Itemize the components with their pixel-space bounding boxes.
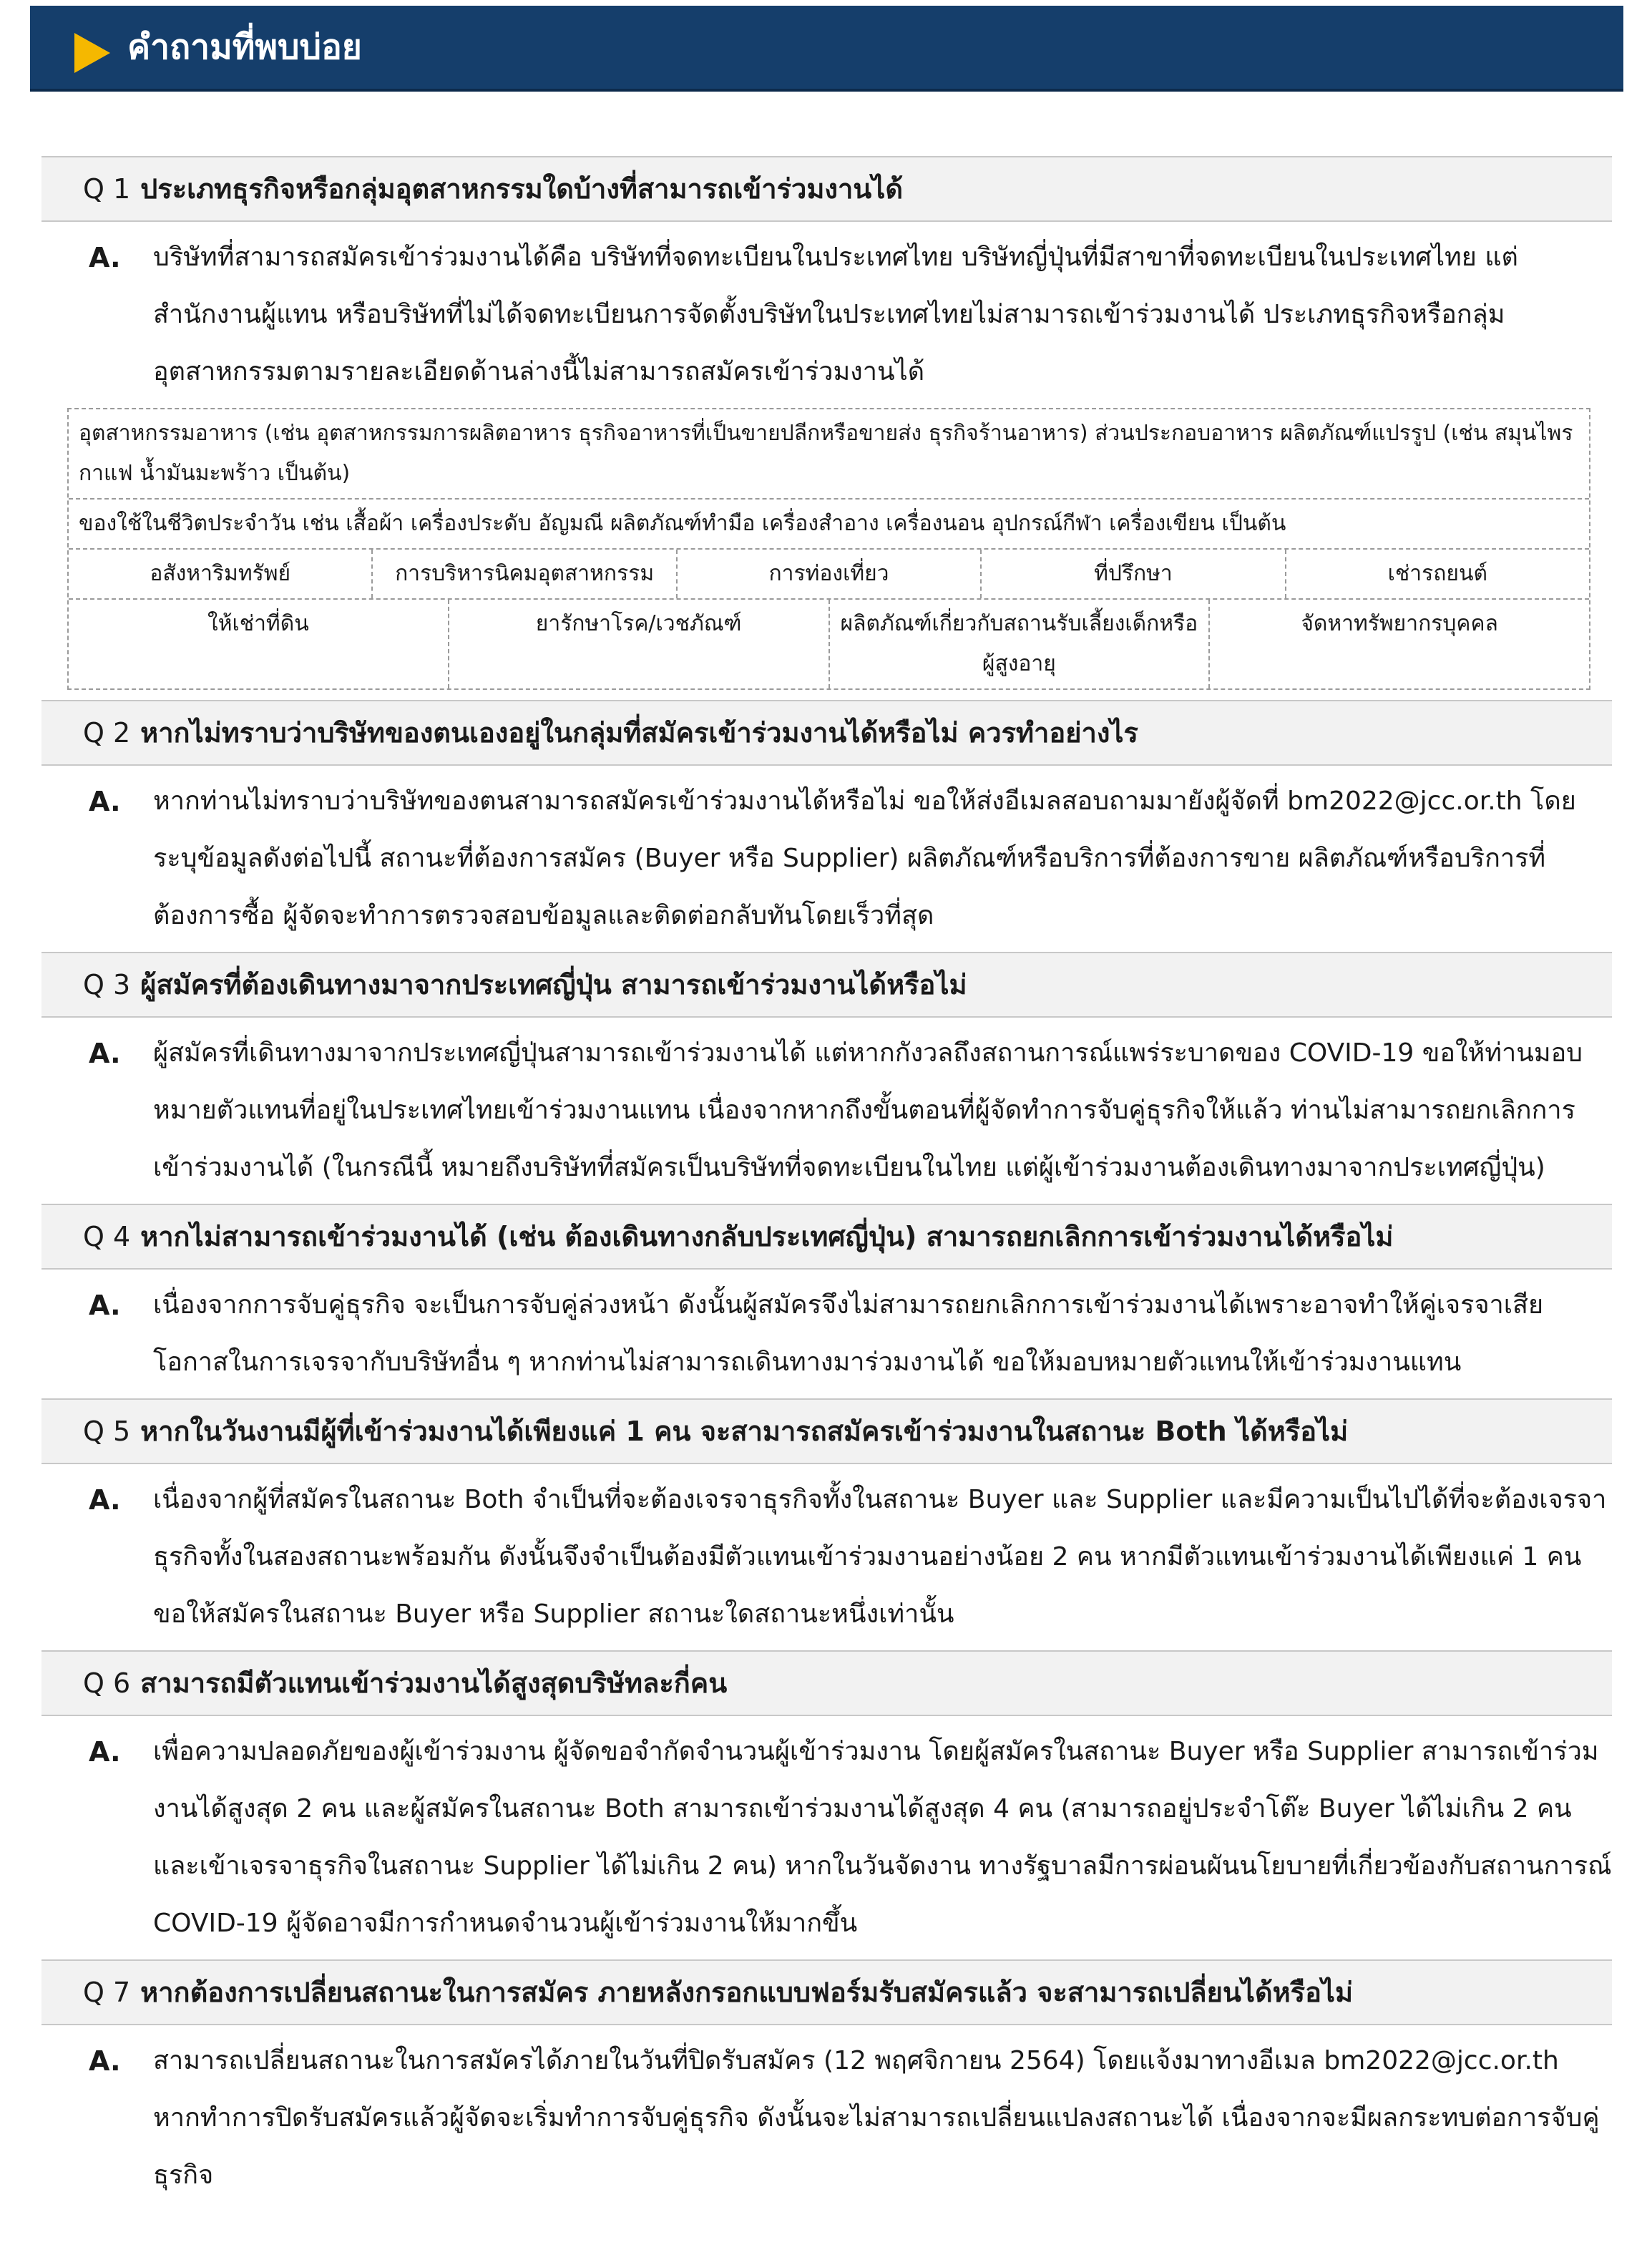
answer-label: A.: [89, 1736, 121, 1768]
faq-question-3: [41, 952, 1612, 1018]
excluded-cell: ผลิตภัณฑ์เกี่ยวกับสถานรับเลี้ยงเด็กหรือผู้สูงอายุ: [830, 600, 1211, 688]
excluded-categories-table: [67, 408, 1590, 690]
excluded-row-other: [69, 600, 1589, 688]
answer-text: สามารถเปลี่ยนสถานะในการสมัครได้ภายในวันที่ปิดรับสมัคร (12 พฤศจิกายน 2564) โดยแจ้งมาทางอีเมล bm2022@jcc.or.th หากทำการปิดรับสมัครแล้วผู้จัดจะเริ่มทำการจับคู่ธุรกิจ ดังนั้นจะไม่สามารถเปลี่ยนแปลงสถานะได้ เนื่องจากจะมีผลกระทบต่อการจับคู่ธุรกิจ: [153, 2046, 1600, 2190]
question-number: Q 4: [83, 1221, 131, 1252]
question-number: Q 1: [83, 173, 131, 205]
answer-label: A.: [89, 1038, 121, 1069]
question-number: Q 3: [83, 969, 131, 1000]
faq-question-4: [41, 1204, 1612, 1270]
faq-answer-1: [41, 222, 1612, 408]
answer-label: A.: [89, 1484, 121, 1516]
answer-text: เนื่องจากผู้ที่สมัครในสถานะ Both จำเป็นที่จะต้องเจรจาธุรกิจทั้งในสถานะ Buyer และ Supplier และมีความเป็นไปได้ที่จะต้องเจรจาธุรกิจทั้งในสองสถานะพร้อมกัน ดังนั้นจึงจำเป็นต้องมีตัวแทนเข้าร่วมงานอย่างน้อย 2 คน หากมีตัวแทนเข้าร่วมงานได้เพียงแค่ 1 คน ขอให้สมัครในสถานะ Buyer หรือ Supplier สถานะใดสถานะหนึ่งเท่านั้น: [153, 1485, 1607, 1629]
question-text: หากในวันงานมีผู้ที่เข้าร่วมงานได้เพียงแค่ 1 คน จะสามารถสมัครเข้าร่วมงานในสถานะ Both ได้หรือไม่: [140, 1416, 1349, 1447]
question-text: หากไม่ทราบว่าบริษัทของตนเองอยู่ในกลุ่มที่สมัครเข้าร่วมงานได้หรือไม่ ควรทำอย่างไร: [140, 717, 1138, 749]
question-number: Q 6: [83, 1667, 131, 1699]
answer-text: บริษัทที่สามารถสมัครเข้าร่วมงานได้คือ บริษัทที่จดทะเบียนในประเทศไทย บริษัทญี่ปุ่นที่มีสาขาที่จดทะเบียนในประเทศไทย แต่สำนักงานผู้แทน หรือบริษัทที่ไม่ได้จดทะเบียนการจัดตั้งบริษัทในประเทศไทยไม่สามารถเข้าร่วมงานได้ ประเภทธุรกิจหรือกลุ่มอุตสาหกรรมตามรายละเอียดด้านล่างนี้ไม่สามารถสมัครเข้าร่วมงานได้: [153, 243, 1518, 386]
excluded-cell: การบริหารนิคมอุตสาหกรรม: [373, 550, 677, 598]
question-number: Q 7: [83, 1977, 131, 2008]
excluded-row-food: อุตสาหกรรมอาหาร (เช่น อุตสาหกรรมการผลิตอาหาร ธุรกิจอาหารที่เป็นขายปลีกหรือขายส่ง ธุรกิจร้านอาหาร) ส่วนประกอบอาหาร ผลิตภัณฑ์แปรรูป (เช่น สมุนไพร กาแฟ น้ำมันมะพร้าว เป็นต้น): [69, 409, 1589, 500]
page-header: [30, 6, 1623, 92]
excluded-cell: จัดหาทรัพยากรบุคคล: [1301, 611, 1498, 636]
excluded-cell: ที่ปรึกษา: [982, 550, 1286, 598]
page-title: คำถามที่พบบ่อย: [127, 27, 362, 67]
question-text: หากไม่สามารถเข้าร่วมงานได้ (เช่น ต้องเดินทางกลับประเทศญี่ปุ่น) สามารถยกเลิกการเข้าร่วมงานได้หรือไม่: [140, 1221, 1394, 1252]
faq-answer-6: [41, 1716, 1612, 1959]
question-text: ผู้สมัครที่ต้องเดินทางมาจากประเทศญี่ปุ่น สามารถเข้าร่วมงานได้หรือไม่: [140, 969, 967, 1000]
faq-answer-4: [41, 1270, 1612, 1398]
answer-label: A.: [89, 1290, 121, 1321]
question-text: หากต้องการเปลี่ยนสถานะในการสมัคร ภายหลังกรอกแบบฟอร์มรับสมัครแล้ว จะสามารถเปลี่ยนได้หรือไม่: [140, 1977, 1354, 2008]
answer-label: A.: [89, 242, 121, 273]
excluded-row-services: [69, 550, 1589, 600]
question-text: สามารถมีตัวแทนเข้าร่วมงานได้สูงสุดบริษัทละกี่คน: [140, 1667, 728, 1699]
answer-label: A.: [89, 2045, 121, 2077]
faq-answer-3: [41, 1018, 1612, 1204]
faq-answer-5: [41, 1464, 1612, 1650]
excluded-cell: ให้เช่าที่ดิน: [69, 600, 449, 688]
excluded-cell: การท่องเที่ยว: [678, 550, 982, 598]
excluded-cell: อสังหาริมทรัพย์: [69, 550, 373, 598]
excluded-cell: ยารักษาโรค/เวชภัณฑ์: [449, 600, 830, 688]
question-number: Q 5: [83, 1416, 131, 1447]
faq-list: [41, 156, 1612, 2211]
question-text: ประเภทธุรกิจหรือกลุ่มอุตสาหกรรมใดบ้างที่สามารถเข้าร่วมงานได้: [140, 173, 904, 205]
answer-text: เพื่อความปลอดภัยของผู้เข้าร่วมงาน ผู้จัดขอจำกัดจำนวนผู้เข้าร่วมงาน โดยผู้สมัครในสถานะ Buyer หรือ Supplier สามารถเข้าร่วมงานได้สูงสุด 2 คน และผู้สมัครในสถานะ Both สามารถเข้าร่วมงานได้สูงสุด 4 คน (สามารถอยู่ประจำโต๊ะ Buyer ได้ไม่เกิน 2 คน และเข้าเจรจาธุรกิจในสถานะ Supplier ได้ไม่เกิน 2 คน) หากในวันจัดงาน ทางรัฐบาลมีการผ่อนผันนโยบายที่เกี่ยวข้องกับสถานการณ์ COVID-19 ผู้จัดอาจมีการกำหนดจำนวนผู้เข้าร่วมงานให้มากขึ้น: [153, 1737, 1612, 1938]
triangle-bullet-icon: [74, 33, 110, 73]
faq-question-7: [41, 1959, 1612, 2025]
faq-answer-2: [41, 766, 1612, 952]
faq-answer-7: [41, 2025, 1612, 2211]
faq-question-5: [41, 1398, 1612, 1464]
excluded-row-daily-goods: ของใช้ในชีวิตประจำวัน เช่น เสื้อผ้า เครื่องประดับ อัญมณี ผลิตภัณฑ์ทำมือ เครื่องสำอาง เครื่องนอน อุปกรณ์กีฬา เครื่องเขียน เป็นต้น: [69, 500, 1589, 550]
excluded-cell: เช่ารถยนต์: [1387, 561, 1487, 586]
answer-text: หากท่านไม่ทราบว่าบริษัทของตนสามารถสมัครเข้าร่วมงานได้หรือไม่ ขอให้ส่งอีเมลสอบถามมายังผู้จัดที่ bm2022@jcc.or.th โดยระบุข้อมูลดังต่อไปนี้ สถานะที่ต้องการสมัคร (Buyer หรือ Supplier) ผลิตภัณฑ์หรือบริการที่ต้องการขาย ผลิตภัณฑ์หรือบริการที่ต้องการซื้อ ผู้จัดจะทำการตรวจสอบข้อมูลและติดต่อกลับทันโดยเร็วที่สุด: [153, 786, 1576, 930]
answer-label: A.: [89, 786, 121, 817]
answer-text: ผู้สมัครที่เดินทางมาจากประเทศญี่ปุ่นสามารถเข้าร่วมงานได้ แต่หากกังวลถึงสถานการณ์แพร่ระบาดของ COVID-19 ขอให้ท่านมอบหมายตัวแทนที่อยู่ในประเทศไทยเข้าร่วมงานแทน เนื่องจากหากถึงขั้นตอนที่ผู้จัดทำการจับคู่ธุรกิจให้แล้ว ท่านไม่สามารถยกเลิกการเข้าร่วมงานได้ (ในกรณีนี้ หมายถึงบริษัทที่สมัครเป็นบริษัทที่จดทะเบียนในไทย แต่ผู้เข้าร่วมงานต้องเดินทางมาจากประเทศญี่ปุ่น): [153, 1038, 1583, 1182]
faq-question-1: [41, 156, 1612, 222]
faq-question-6: [41, 1650, 1612, 1716]
answer-text: เนื่องจากการจับคู่ธุรกิจ จะเป็นการจับคู่ล่วงหน้า ดังนั้นผู้สมัครจึงไม่สามารถยกเลิกการเข้าร่วมงานได้เพราะอาจทำให้คู่เจรจาเสียโอกาสในการเจรจากับบริษัทอื่น ๆ หากท่านไม่สามารถเดินทางมาร่วมงานได้ ขอให้มอบหมายตัวแทนให้เข้าร่วมงานแทน: [153, 1290, 1544, 1377]
question-number: Q 2: [83, 717, 131, 749]
faq-question-2: [41, 700, 1612, 766]
